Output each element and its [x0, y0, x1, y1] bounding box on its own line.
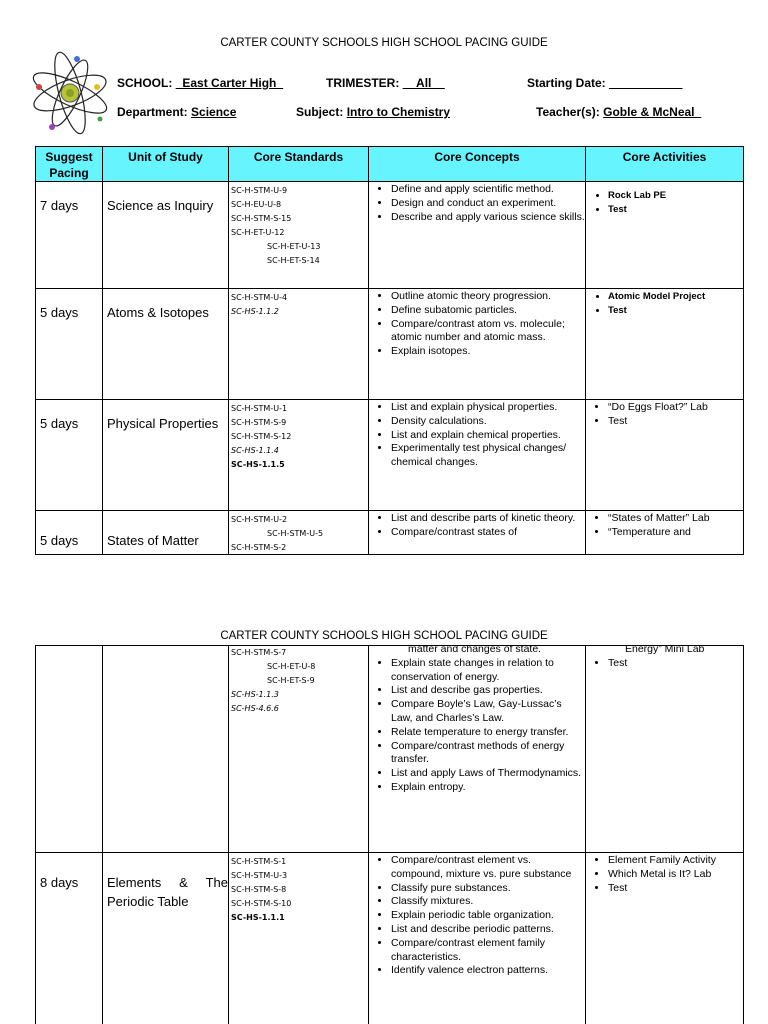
standards-cell: [229, 646, 369, 853]
activity-item: • Test: [608, 203, 743, 217]
concept-item: • Density calculations.: [391, 415, 585, 429]
concept-item: • Compare Boyle’s Law, Gay-Lussac’s Law, and Charles’s Law.: [391, 698, 585, 726]
standard-code: SC-H-ET-S-9: [267, 676, 315, 685]
unit-cell: Science as Inquiry: [103, 182, 229, 289]
standard-code: SC-H-STM-U-5: [267, 529, 324, 538]
standards-cell: [229, 511, 369, 555]
activity-item: • Which Metal is It? Lab: [608, 868, 743, 882]
activity-item: • Atomic Model Project: [608, 290, 743, 304]
concept-item: • Design and conduct an experiment.: [391, 197, 585, 211]
concept-item: • Explain isotopes.: [391, 345, 585, 359]
standard-code: SC-H-STM-S-7: [231, 648, 287, 657]
concept-item: • Relate temperature to energy transfer.: [391, 726, 585, 740]
table-row: [36, 511, 744, 555]
concept-item: • List and apply Laws of Thermodynamics.: [391, 767, 585, 781]
standard-code: SC-H-STM-U-9: [231, 186, 288, 195]
table-header-row: [36, 147, 744, 182]
standards-cell: [229, 400, 369, 511]
table-row: [36, 646, 744, 853]
standards-cell: [229, 853, 369, 1024]
standard-code: SC-H-STM-U-4: [231, 293, 288, 302]
pacing-table: [35, 146, 744, 555]
activity-item: • Rock Lab PE: [608, 189, 743, 203]
standard-code: SC-H-STM-S-9: [231, 418, 287, 427]
concept-item: • Define and apply scientific method.: [391, 183, 585, 197]
concept-item: • List and describe gas properties.: [391, 684, 585, 698]
concept-item: • Compare/contrast methods of energy transfer.: [391, 740, 585, 768]
col-header-standards: Core Standards: [229, 147, 369, 182]
activities-cell: [586, 646, 744, 853]
pacing-cell: 8 days: [36, 853, 103, 1024]
concept-item: • List and describe parts of kinetic theory.: [391, 512, 585, 526]
standard-code: SC-H-STM-U-1: [231, 404, 288, 413]
school-value: _East Carter High_: [175, 76, 284, 90]
pacing-cell: [36, 646, 103, 853]
activity-item: • “Temperature and: [608, 526, 743, 540]
concept-item: • Compare/contrast atom vs. molecule; atomic number and atomic mass.: [391, 318, 585, 346]
teacher-field: Teacher(s): Goble & McNeal_: [536, 105, 702, 119]
starting-date-field: Starting Date: ___________: [527, 76, 683, 90]
concept-item: • Explain state changes in relation to conservation of energy.: [391, 657, 585, 685]
concept-item: • Define subatomic particles.: [391, 304, 585, 318]
standard-code: SC-H-ET-U-13: [267, 242, 321, 251]
concepts-cell: [369, 400, 586, 511]
unit-cell: States of Matter: [103, 511, 229, 555]
concepts-cell: [369, 182, 586, 289]
activities-cell: [586, 182, 744, 289]
standard-code: SC-H-STM-S-15: [231, 214, 292, 223]
concept-item: • List and explain chemical properties.: [391, 429, 585, 443]
department-field: Department: Science: [117, 105, 237, 119]
pacing-cell: 5 days: [36, 400, 103, 511]
concepts-cell: [369, 289, 586, 400]
concept-item: • Identify valence electron patterns.: [391, 964, 585, 978]
page-title: CARTER COUNTY SCHOOLS HIGH SCHOOL PACING GUIDE: [220, 37, 548, 49]
col-header-unit: Unit of Study: [103, 147, 229, 182]
standard-code: SC-HS-1.1.5: [231, 460, 285, 469]
pacing-table-page2: [35, 645, 744, 1024]
concepts-cell: [369, 511, 586, 555]
standard-code: SC-H-STM-U-3: [231, 871, 288, 880]
standard-code: SC-H-ET-U-8: [267, 662, 316, 671]
activities-cell: [586, 511, 744, 555]
standard-code: SC-HS-4.6.6: [231, 704, 279, 713]
page2-title: CARTER COUNTY SCHOOLS HIGH SCHOOL PACING GUIDE: [220, 630, 548, 642]
concept-item: • Compare/contrast element family characteristics.: [391, 937, 585, 965]
col-header-pacing: Suggest Pacing: [36, 147, 103, 182]
table-row: [36, 289, 744, 400]
standards-cell: [229, 289, 369, 400]
concept-item: • Compare/contrast element vs. compound, mixture vs. pure substance: [391, 854, 585, 882]
concept-item: • Outline atomic theory progression.: [391, 290, 585, 304]
standard-code: SC-HS-1.1.3: [231, 690, 279, 699]
unit-cell: Elements & The Periodic Table: [103, 853, 229, 1024]
concept-item: • Classify pure substances.: [391, 882, 585, 896]
atom-logo-icon: [30, 47, 112, 139]
starting-date-value: ___________: [609, 76, 683, 90]
table-row: [36, 400, 744, 511]
standard-code: SC-HS-1.1.1: [231, 913, 285, 922]
standard-code: SC-HS-1.1.2: [231, 307, 279, 316]
standard-code: SC-H-STM-U-2: [231, 515, 288, 524]
department-value: Science: [191, 105, 237, 119]
activity-item: • “States of Matter” Lab: [608, 512, 743, 526]
standard-code: SC-H-EU-U-8: [231, 200, 282, 209]
activity-item: • Test: [608, 415, 743, 429]
activity-item: • Test: [608, 882, 743, 896]
activity-item: • Test: [608, 304, 743, 318]
teacher-value: Goble & McNeal_: [603, 105, 702, 119]
concept-continuation: matter and changes of state.: [408, 645, 542, 655]
col-header-concepts: Core Concepts: [369, 147, 586, 182]
standard-code: SC-H-STM-S-12: [231, 432, 292, 441]
unit-cell: Physical Properties: [103, 400, 229, 511]
concept-item: • Classify mixtures.: [391, 895, 585, 909]
school-field: SCHOOL: _East Carter High_: [117, 76, 284, 90]
standard-code: SC-H-STM-S-2: [231, 543, 287, 552]
activity-continuation: Energy” Mini Lab: [625, 645, 705, 655]
concept-item: • Compare/contrast states of: [391, 526, 585, 540]
concept-item: • Describe and apply various science skills.: [391, 211, 585, 225]
standard-code: SC-HS-1.1.4: [231, 446, 279, 455]
activity-item: • Test: [608, 657, 743, 671]
concepts-cell: [369, 853, 586, 1024]
trimester-value: __All__: [402, 76, 445, 90]
page2-container: [0, 645, 768, 1024]
concepts-cell: [369, 646, 586, 853]
concept-item: • List and describe periodic patterns.: [391, 923, 585, 937]
col-header-activities: Core Activities: [586, 147, 744, 182]
standard-code: SC-H-STM-S-8: [231, 885, 287, 894]
trimester-field: TRIMESTER: __All__: [326, 76, 445, 90]
table-row: [36, 182, 744, 289]
activities-cell: [586, 853, 744, 1024]
subject-value: Intro to Chemistry: [346, 105, 451, 119]
activity-item: • Element Family Activity: [608, 854, 743, 868]
standard-code: SC-H-STM-S-10: [231, 899, 292, 908]
activities-cell: [586, 400, 744, 511]
table-row: [36, 853, 744, 1024]
concept-item: • Explain periodic table organization.: [391, 909, 585, 923]
concept-item: • Explain entropy.: [391, 781, 585, 795]
pacing-cell: 5 days: [36, 511, 103, 555]
unit-cell: [103, 646, 229, 853]
concept-item: • Experimentally test physical changes/ chemical changes.: [391, 442, 585, 470]
activities-cell: [586, 289, 744, 400]
standard-code: SC-H-ET-U-12: [231, 228, 285, 237]
activity-item: • “Do Eggs Float?” Lab: [608, 401, 743, 415]
subject-field: Subject: Intro to Chemistry: [296, 105, 451, 119]
standard-code: SC-H-ET-S-14: [267, 256, 320, 265]
pacing-cell: 5 days: [36, 289, 103, 400]
pacing-cell: 7 days: [36, 182, 103, 289]
unit-cell: Atoms & Isotopes: [103, 289, 229, 400]
concept-item: • List and explain physical properties.: [391, 401, 585, 415]
standard-code: SC-H-STM-S-1: [231, 857, 287, 866]
standards-cell: [229, 182, 369, 289]
